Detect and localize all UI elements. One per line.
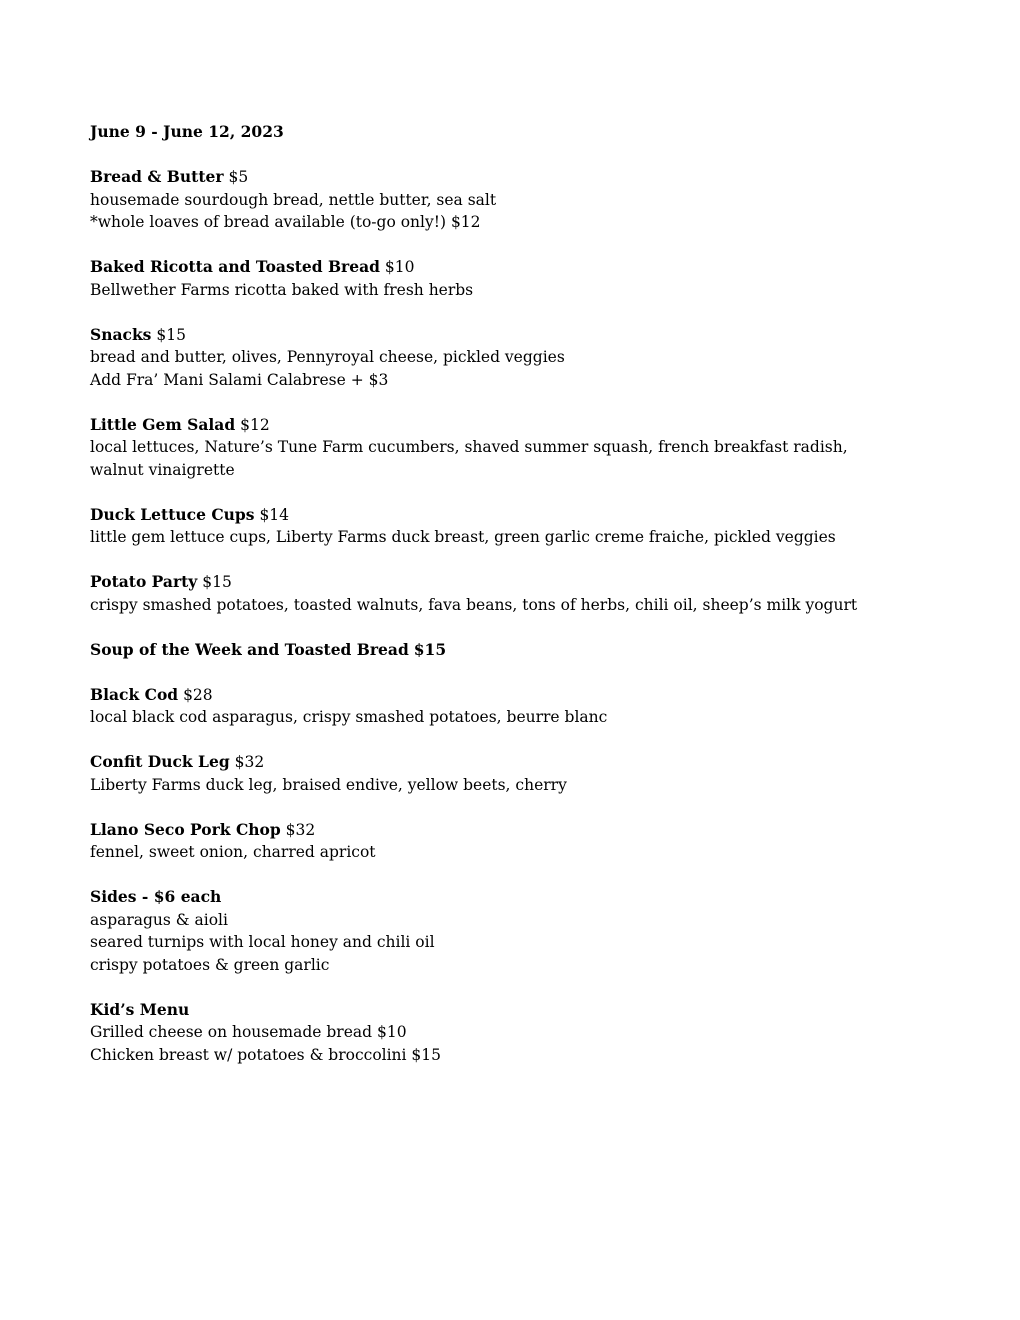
menu-item	[90, 166, 970, 234]
menu-item-price: $14	[259, 505, 290, 524]
menu-item-price: $15	[156, 325, 186, 344]
menu-item-price: $10	[384, 258, 415, 276]
menu-item-description: walnut vinaigrette	[90, 460, 235, 479]
menu-item-name: Potato Party	[90, 572, 198, 591]
menu-item-description: Bellwether Farms ricotta baked with fresh herbs	[90, 280, 474, 299]
menu-item-description: local black cod asparagus, crispy smashed potatoes, beurre blanc	[90, 708, 608, 726]
menu-item-description: crispy potatoes & green garlic	[90, 955, 330, 974]
menu-item-heading	[90, 324, 970, 347]
menu-item-name: Bread & Butter	[90, 167, 224, 186]
menu-item-price: $5	[228, 168, 249, 186]
menu-item-heading	[90, 256, 970, 279]
menu-item-description: Liberty Farms duck leg, braised endive, yellow beets, cherry	[90, 775, 567, 794]
menu-item-description: Add Fra’ Mani Salami Calabrese + $3	[90, 370, 389, 389]
menu-item-heading	[90, 639, 970, 662]
menu-item	[90, 639, 970, 662]
menu-item-description: seared turnips with local honey and chili oil	[90, 933, 435, 951]
menu-item-price: $32	[234, 753, 265, 771]
menu-item-description: Grilled cheese on housemade bread $10	[90, 1023, 407, 1041]
menu-item	[90, 571, 970, 616]
menu-item-price: $32	[285, 820, 316, 839]
menu-item-heading	[90, 414, 970, 437]
menu-item	[90, 751, 970, 796]
menu-item-description: fennel, sweet onion, charred apricot	[90, 843, 376, 861]
menu-item	[90, 504, 970, 549]
menu-item-name: Snacks	[90, 324, 152, 344]
menu-item-description: local lettuces, Nature’s Tune Farm cucumbers, shaved summer squash, french breakfast radish,	[90, 438, 848, 456]
menu-item	[90, 886, 970, 976]
menu-date-range: June 9 - June 12, 2023	[90, 122, 284, 141]
menu-item-heading	[90, 571, 970, 594]
menu-item-name: Duck Lettuce Cups	[90, 504, 255, 524]
menu-item-heading	[90, 751, 970, 774]
menu-list	[90, 166, 970, 1066]
menu-item	[90, 414, 970, 482]
menu-item-description: housemade sourdough bread, nettle butter, sea salt	[90, 190, 497, 209]
menu-item	[90, 999, 970, 1067]
menu-item-name: Confit Duck Leg	[90, 752, 230, 771]
menu-item-price: $15	[413, 639, 447, 659]
menu-item-description: bread and butter, olives, Pennyroyal cheese, pickled veggies	[90, 348, 565, 366]
menu-item-name: Soup of the Week and Toasted Bread	[90, 639, 409, 659]
menu-item-heading	[90, 886, 970, 909]
menu-item-name: Black Cod	[90, 684, 179, 704]
menu-item	[90, 324, 970, 392]
menu-item-name: Baked Ricotta and Toasted Bread	[90, 257, 380, 276]
menu-item-description: little gem lettuce cups, Liberty Farms duck breast, green garlic creme fraiche, pickled veggies	[90, 528, 836, 546]
menu-item-name: Sides - $6 each	[90, 887, 222, 906]
menu-item-description: asparagus & aioli	[90, 910, 228, 929]
menu-item-description: *whole loaves of bread available (to-go only!) $12	[90, 213, 481, 231]
menu-item-heading	[90, 684, 970, 707]
menu-item-heading	[90, 819, 970, 842]
menu-item-heading	[90, 999, 970, 1022]
menu-item	[90, 819, 970, 864]
menu-item-heading	[90, 504, 970, 527]
menu-item	[90, 256, 970, 301]
menu-item-description: crispy smashed potatoes, toasted walnuts, fava beans, tons of herbs, chili oil, sheep’s milk yogurt	[90, 595, 858, 614]
menu-item-name: Kid’s Menu	[90, 999, 190, 1019]
menu-item-price: $12	[240, 415, 270, 434]
menu-item-name: Little Gem Salad	[90, 414, 236, 434]
menu-item-description: Chicken breast w/ potatoes & broccolini $15	[90, 1045, 442, 1064]
menu-page	[90, 121, 970, 1089]
menu-item	[90, 684, 970, 729]
menu-item-name: Llano Seco Pork Chop	[90, 819, 281, 839]
menu-item-heading	[90, 166, 970, 189]
menu-item-price: $28	[183, 685, 213, 704]
menu-item-price: $15	[202, 573, 232, 591]
